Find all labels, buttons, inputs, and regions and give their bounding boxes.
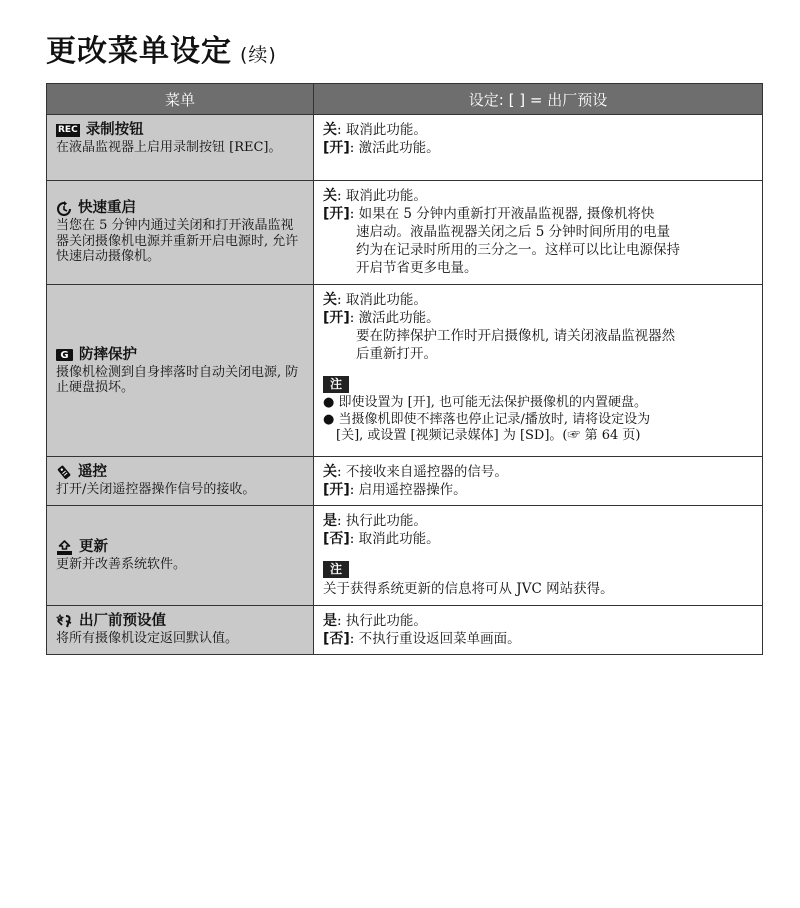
option-no <box>323 530 754 548</box>
g-icon: G <box>56 349 73 361</box>
item-title <box>56 199 305 218</box>
note-badge: 注 <box>323 561 349 578</box>
option-off <box>323 187 754 205</box>
option-continuation: 开启节省更多电量。 <box>356 260 478 276</box>
item-title <box>56 538 305 557</box>
option-value: : 启用遥控器操作。 <box>349 482 467 498</box>
item-title <box>56 121 305 140</box>
item-desc: 当您在 5 分钟内通过关闭和打开液晶监视器关闭摄像机电源并重新开启电源时, 允许快速启动摄像机。 <box>56 218 299 264</box>
settings-cell <box>314 606 763 655</box>
item-name: 出厂前预设值 <box>79 613 166 629</box>
note-text: 关于获得系统更新的信息将可从 JVC 网站获得。 <box>323 581 614 597</box>
table-row <box>47 606 763 655</box>
option-value: : 取消此功能。 <box>349 531 440 547</box>
header-menu: 菜单 <box>47 84 314 115</box>
option-yes <box>323 612 754 630</box>
menu-cell-factory-preset <box>47 606 314 655</box>
item-desc: 打开/关闭遥控器操作信号的接收。 <box>56 482 256 497</box>
menu-cell-rec-button <box>47 115 314 181</box>
settings-cell <box>314 457 763 506</box>
option-value: : 取消此功能。 <box>337 188 427 204</box>
option-key: 关 <box>323 122 337 138</box>
note-bullet: ● 当摄像机即使不摔落也停止记录/播放时, 请将设定设为 <box>323 411 651 427</box>
item-name: 遥控 <box>78 464 107 480</box>
note-bullet: ● 即使设置为 [开], 也可能无法保护摄像机的内置硬盘。 <box>323 395 648 410</box>
table-row <box>47 506 763 606</box>
item-title <box>56 612 305 631</box>
menu-cell-update <box>47 506 314 606</box>
option-on <box>323 139 754 157</box>
quick-restart-icon <box>56 201 72 216</box>
option-value: : 执行此功能。 <box>337 613 427 629</box>
option-value: : 激活此功能。 <box>349 310 440 326</box>
remote-control-icon <box>56 465 72 480</box>
menu-cell-quick-restart <box>47 181 314 285</box>
option-key: [开] <box>323 140 350 156</box>
header-settings: 设定: [ ] = 出厂预设 <box>314 84 763 115</box>
option-off <box>323 463 754 481</box>
table-row <box>47 115 763 181</box>
settings-cell <box>314 181 763 285</box>
option-key: [否] <box>323 631 350 647</box>
option-key: 关 <box>323 188 337 204</box>
option-value: : 不执行重设返回菜单画面。 <box>349 631 521 647</box>
item-desc: 在液晶监视器上启用录制按钮 [REC]。 <box>56 140 282 155</box>
page-title-sub: (续) <box>240 44 277 66</box>
option-key: [开] <box>323 482 350 498</box>
item-desc: 摄像机检测到自身摔落时自动关闭电源, 防止硬盘损坏。 <box>56 364 299 395</box>
option-continuation: 约为在记录时所用的三分之一。这样可以比让电源保持 <box>356 242 680 258</box>
item-desc: 更新并改善系统软件。 <box>56 557 187 573</box>
option-continuation: 要在防摔保护工作时开启摄像机, 请关闭液晶监视器然 <box>356 328 676 344</box>
option-on <box>323 309 754 327</box>
option-key: 是 <box>323 513 337 529</box>
option-value: : 不接收来自遥控器的信号。 <box>337 464 508 480</box>
option-on <box>323 205 754 223</box>
option-value: : 执行此功能。 <box>337 513 427 529</box>
update-icon <box>56 540 73 556</box>
option-no <box>323 630 754 648</box>
item-name: 防摔保护 <box>79 346 137 363</box>
factory-preset-icon <box>56 614 73 629</box>
option-value: : 如果在 5 分钟内重新打开液晶监视器, 摄像机将快 <box>349 206 655 222</box>
rec-icon: REC <box>58 125 78 135</box>
item-title <box>56 346 305 365</box>
option-key: 关 <box>323 292 337 308</box>
item-desc: 将所有摄像机设定返回默认值。 <box>56 631 239 646</box>
settings-table <box>46 83 763 655</box>
note-bullet-continuation: [关], 或设置 [视频记录媒体] 为 [SD]。(☞ 第 64 页) <box>336 428 641 443</box>
option-key: 是 <box>323 613 337 629</box>
option-off <box>323 291 754 309</box>
option-key: 关 <box>323 464 337 480</box>
option-continuation: 速启动。液晶监视器关闭之后 5 分钟时间所用的电量 <box>356 224 671 240</box>
option-off <box>323 121 754 139</box>
option-yes <box>323 512 754 530</box>
page-title-main: 更改菜单设定 <box>46 34 232 69</box>
option-on <box>323 481 754 499</box>
page-title <box>46 26 277 70</box>
option-key: [开] <box>323 206 350 222</box>
option-key: [否] <box>323 531 350 547</box>
note-badge: 注 <box>323 376 349 393</box>
option-continuation: 后重新打开。 <box>356 346 437 362</box>
item-name: 录制按钮 <box>85 122 144 138</box>
table-row <box>47 457 763 506</box>
option-value: : 取消此功能。 <box>337 292 427 308</box>
option-value: : 激活此功能。 <box>349 140 440 156</box>
settings-cell <box>314 285 763 457</box>
item-name: 更新 <box>79 539 108 556</box>
settings-cell <box>314 115 763 181</box>
settings-cell <box>314 506 763 606</box>
option-value: : 取消此功能。 <box>337 122 427 138</box>
table-row <box>47 181 763 285</box>
item-name: 快速重启 <box>78 200 136 216</box>
item-title <box>56 463 305 482</box>
menu-cell-drop-detection <box>47 285 314 457</box>
option-key: [开] <box>323 310 350 326</box>
table-header-row <box>47 84 763 115</box>
menu-cell-remote-control <box>47 457 314 506</box>
table-row <box>47 285 763 457</box>
